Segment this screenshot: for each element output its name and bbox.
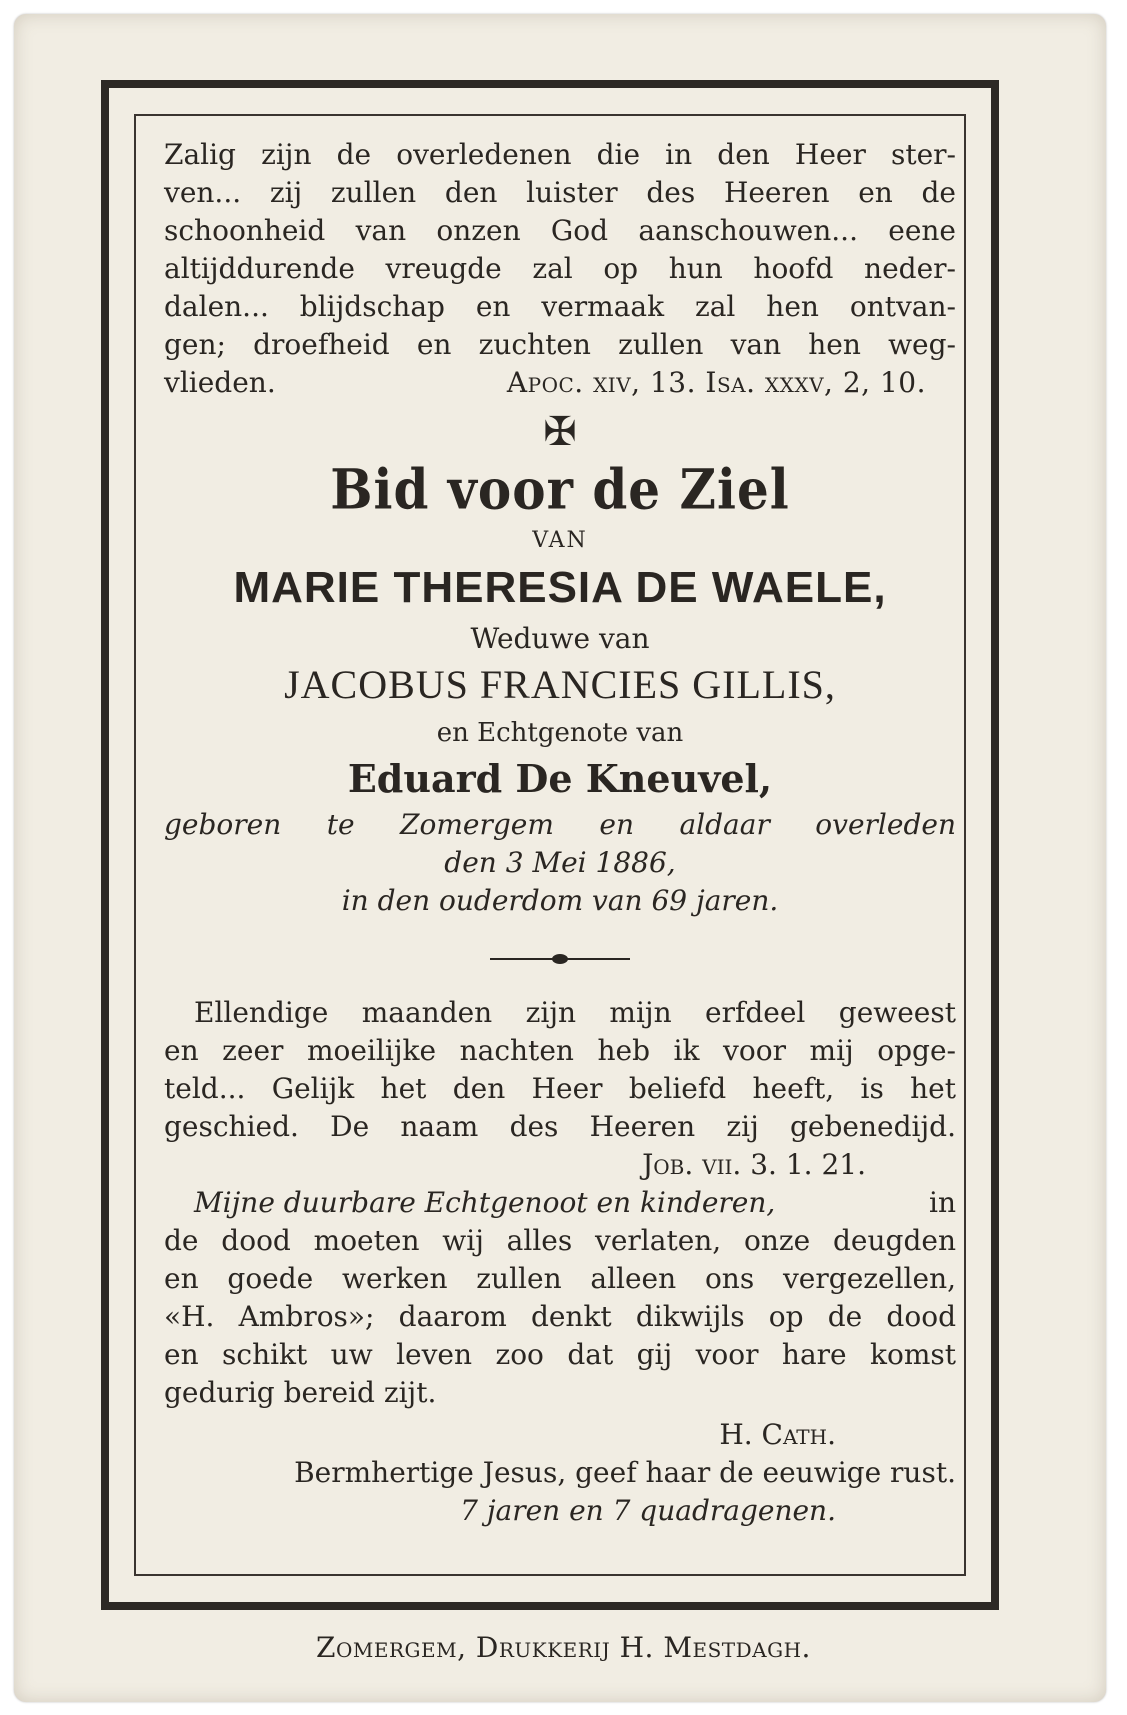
prayer-heading: Bid voor de Ziel: [330, 457, 790, 522]
verse-top-line: altijddurende vreugde zal op hun hoofd neder-: [164, 252, 956, 285]
verse-top-reference: Apoc. xiv, 13. Isa. xxxv, 2, 10.: [506, 366, 926, 399]
verse-family-line: «H. Ambros»; daarom denkt dikwijls op de dood: [164, 1300, 956, 1333]
cross-icon: ✠: [543, 409, 577, 455]
verse-top-line: gen; droefheid en zuchten zullen van hen weg-: [164, 328, 956, 361]
printer-line: [0, 1630, 1127, 1666]
first-husband-name: JACOBUS FRANCIES GILLIS,: [284, 662, 836, 707]
verse-top-last-line: [164, 364, 956, 402]
verse-family-last-line: gedurig bereid zijt.: [164, 1376, 437, 1409]
verse-job-reference: Job. vii. 3. 1. 21.: [642, 1148, 866, 1181]
printer-text: Zomergem, Drukkerij H. Mestdagh.: [316, 1631, 811, 1664]
verse-job-line: en zeer moeilijke nachten heb ik voor mij opge-: [164, 1034, 956, 1067]
verse-job-line: teld... Gelijk het den Heer beliefd heeft, is het: [164, 1072, 956, 1105]
verse-family-line: de dood moeten wij alles verlaten, onze deugden: [164, 1224, 956, 1257]
verse-top-line: schoonheid van onzen God aanschouwen... eene: [164, 214, 956, 247]
verse-family-first-italic: Mijne duurbare Echtgenoot en kinderen,: [194, 1186, 776, 1219]
verse-family: [164, 1184, 956, 1412]
birth-death-line-3: in den ouderdom van 69 jaren.: [341, 884, 779, 917]
spouse-label: en Echtgenote van: [436, 718, 684, 748]
verse-job: [164, 994, 956, 1146]
verse-family-line: en goede werken zullen alleen ons vergezellen,: [164, 1262, 956, 1295]
verse-top-line: dalen... blijdschap en vermaak zal hen ontvan-: [164, 290, 956, 323]
divider-dot: [552, 954, 568, 964]
divider-ornament: [490, 954, 630, 964]
verse-job-line: Ellendige maanden zijn mijn erfdeel geweest: [194, 996, 956, 1029]
card-content: [164, 136, 956, 1530]
closing-prayer: Bermhertige Jesus, geef haar de eeuwige rust.: [294, 1456, 956, 1489]
deceased-name: MARIE THERESIA DE WAELE,: [233, 563, 887, 612]
van-label: VAN: [532, 528, 588, 553]
verse-family-reference: H. Cath.: [719, 1418, 836, 1451]
verse-family-first-rest: in: [929, 1186, 956, 1219]
verse-top-line: Zalig zijn de overledenen die in den Heer ster-: [164, 138, 956, 171]
birth-death-line-1: geboren te Zomergem en aldaar overleden: [164, 808, 956, 841]
verse-family-first-line: [164, 1184, 956, 1222]
second-husband-name: Eduard De Kneuvel,: [347, 756, 773, 801]
verse-top: [164, 136, 956, 402]
verse-top-last-word: vlieden.: [164, 366, 276, 399]
verse-job-line: geschied. De naam des Heeren zij gebenedijd.: [164, 1110, 956, 1143]
indulgence-line: 7 jaren en 7 quadragenen.: [460, 1494, 836, 1527]
birth-death-line-2: den 3 Mei 1886,: [444, 846, 676, 879]
verse-top-line: ven... zij zullen den luister des Heeren en de: [164, 176, 956, 209]
widow-label: Weduwe van: [470, 622, 650, 655]
verse-family-line: en schikt uw leven zoo dat gij voor hare komst: [164, 1338, 956, 1371]
